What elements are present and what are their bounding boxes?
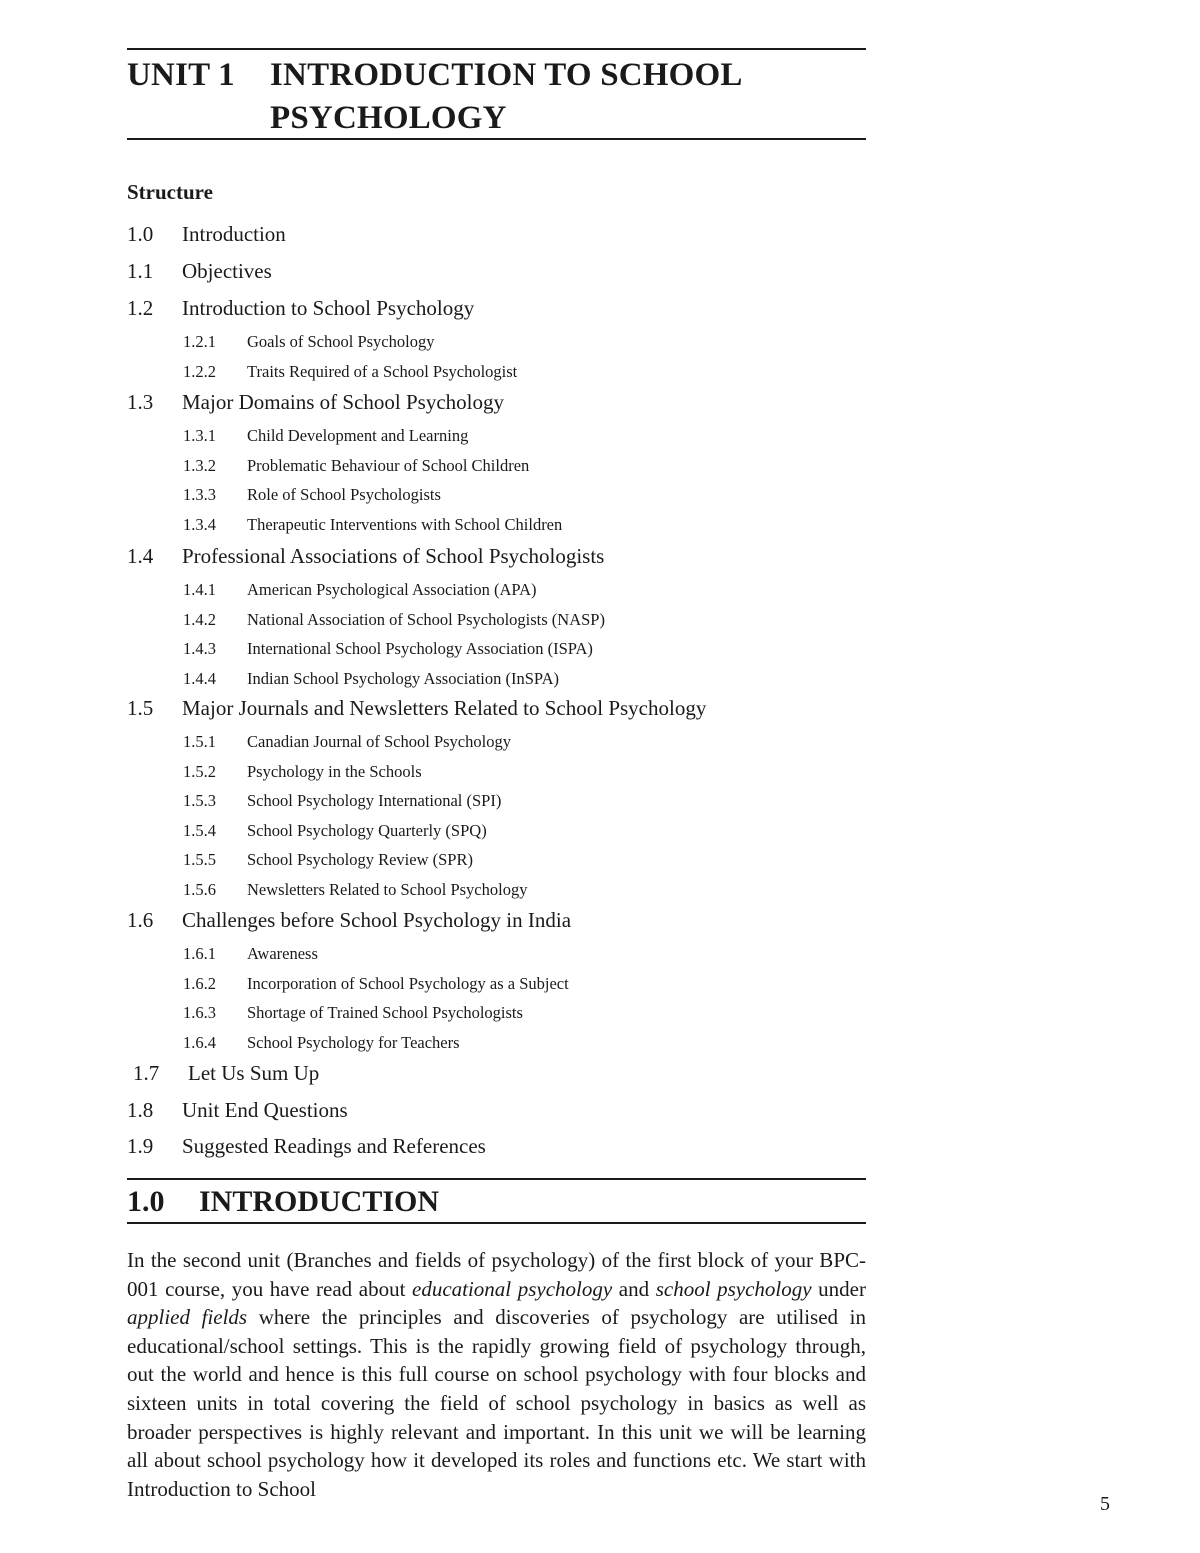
- toc-title: Therapeutic Interventions with School Children: [247, 514, 563, 534]
- toc-number: 1.7: [133, 1061, 160, 1085]
- toc-title: Problematic Behaviour of School Children: [247, 455, 530, 475]
- emphasis-applied-fields: applied fields: [127, 1305, 248, 1330]
- toc-number: 1.5.2: [183, 761, 216, 781]
- toc-number: 1.4.3: [183, 639, 216, 659]
- toc-title: Canadian Journal of School Psychology: [247, 732, 511, 751]
- paragraph-text: and: [612, 1276, 656, 1301]
- toc-title: Incorporation of School Psychology as a Subject: [247, 973, 569, 993]
- toc-title: Shortage of Trained School Psychologists: [247, 1003, 523, 1023]
- toc-title: Indian School Psychology Association (InSPA): [247, 668, 559, 688]
- toc-number: 1.3.1: [183, 426, 216, 445]
- toc-number: 1.5: [127, 696, 154, 720]
- structure-label: Structure: [127, 180, 213, 204]
- toc-number: 1.6: [127, 908, 154, 932]
- toc-title: Introduction: [182, 222, 286, 246]
- toc-title: Professional Associations of School Psychologists: [182, 544, 605, 568]
- toc-number: 1.1: [127, 259, 154, 283]
- toc-title: School Psychology International (SPI): [247, 791, 502, 811]
- toc-number: 1.8: [127, 1098, 154, 1122]
- toc-number: 1.6.4: [183, 1032, 216, 1052]
- toc-title: School Psychology Review (SPR): [247, 850, 473, 870]
- toc-title: Unit End Questions: [182, 1098, 348, 1122]
- toc-number: 1.3.2: [183, 455, 216, 475]
- toc-title: National Association of School Psychologists (NASP): [247, 609, 605, 629]
- toc-title: Goals of School Psychology: [247, 332, 435, 351]
- toc-title: Psychology in the Schools: [247, 761, 422, 781]
- section-bottom-rule: [127, 1222, 866, 1224]
- toc-number: 1.4.4: [183, 668, 216, 688]
- toc-number: 1.3: [127, 390, 154, 414]
- toc-number: 1.5.1: [183, 732, 216, 751]
- toc-number: 1.0: [127, 222, 154, 246]
- toc-title: Role of School Psychologists: [247, 485, 441, 505]
- toc-title: International School Psychology Association (ISPA): [247, 639, 593, 659]
- toc-number: 1.2: [127, 296, 154, 320]
- paragraph-text: under: [811, 1276, 866, 1301]
- toc-number: 1.5.4: [183, 820, 216, 840]
- page-number: 5: [1100, 1493, 1110, 1515]
- section-top-rule: [127, 1178, 866, 1180]
- toc-number: 1.4.1: [183, 580, 216, 599]
- toc-title: School Psychology for Teachers: [247, 1032, 460, 1052]
- toc-title: Major Domains of School Psychology: [182, 390, 504, 414]
- toc-number: 1.4.2: [183, 609, 216, 629]
- title-top-rule: [127, 48, 866, 50]
- toc-title: Newsletters Related to School Psychology: [247, 880, 528, 899]
- intro-paragraph: [127, 1246, 866, 1503]
- toc-number: 1.5.6: [183, 880, 216, 899]
- toc-title: Challenges before School Psychology in India: [182, 908, 572, 932]
- unit-number: UNIT 1: [127, 57, 235, 93]
- toc-title: Objectives: [182, 259, 272, 283]
- paragraph-text: In the second unit (Branches and fields of psychology) of the first block of your BPC-001 course, you have read about: [127, 1248, 866, 1301]
- toc-title: School Psychology Quarterly (SPQ): [247, 820, 487, 840]
- toc-title: Introduction to School Psychology: [182, 296, 475, 320]
- toc-title: Traits Required of a School Psychologist: [247, 361, 518, 381]
- toc-title: American Psychological Association (APA): [247, 580, 537, 599]
- toc-number: 1.6.2: [183, 973, 216, 993]
- toc-title: Awareness: [247, 944, 318, 963]
- toc-number: 1.2.1: [183, 332, 216, 351]
- toc-number: 1.6.1: [183, 944, 216, 963]
- toc-title: Child Development and Learning: [247, 426, 469, 445]
- toc-number: 1.5.5: [183, 850, 216, 870]
- toc-number: 1.6.3: [183, 1003, 216, 1023]
- toc-title: Let Us Sum Up: [188, 1061, 320, 1085]
- emphasis-educational-psychology: educational psychology: [412, 1276, 613, 1301]
- title-bottom-rule: [127, 138, 866, 140]
- toc-number: 1.3.3: [183, 485, 216, 505]
- toc-number: 1.9: [127, 1134, 154, 1158]
- toc-number: 1.2.2: [183, 361, 216, 381]
- paragraph-text: where the principles and discoveries of psychology are utilised in educational/school settings. This is the rapidly growing field of psychology through, out the world and hence is this full course on school psychology with four blocks and sixteen units in total covering the field of school psychology in basics as well as broader perspectives is highly relevant and important. In this unit we will be learning all about school psychology how it developed its roles and functions etc. We start with Introduction to School: [127, 1305, 866, 1501]
- section-number: 1.0: [127, 1185, 165, 1218]
- toc-number: 1.3.4: [183, 514, 216, 534]
- section-title: INTRODUCTION: [199, 1185, 440, 1218]
- toc-title: Suggested Readings and References: [182, 1134, 486, 1158]
- toc-number: 1.5.3: [183, 791, 216, 811]
- emphasis-school-psychology: school psychology: [655, 1276, 812, 1301]
- section-heading: [127, 1185, 440, 1219]
- unit-title-line-1: INTRODUCTION TO SCHOOL: [270, 57, 743, 93]
- unit-title-line-2: PSYCHOLOGY: [270, 100, 507, 136]
- toc-title: Major Journals and Newsletters Related to School Psychology: [182, 696, 707, 720]
- toc-number: 1.4: [127, 544, 154, 568]
